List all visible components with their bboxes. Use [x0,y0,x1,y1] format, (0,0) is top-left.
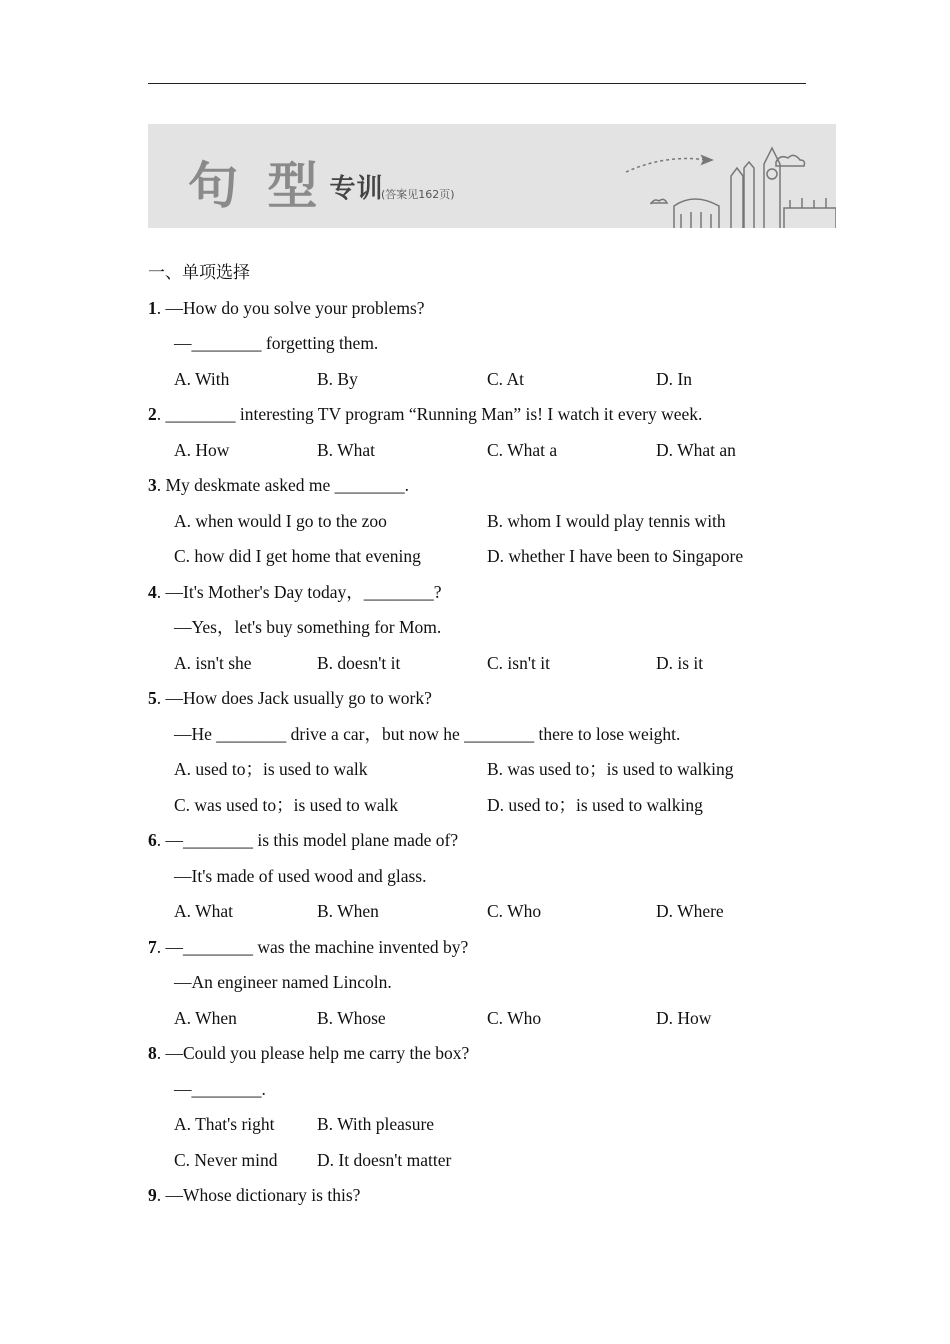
question-number: 2 [148,404,157,424]
option-d[interactable]: D. whether I have been to Singapore [487,546,744,566]
option-b[interactable]: B. whom I would play tennis with [487,511,726,531]
option-d[interactable]: D. Where [656,901,724,921]
option-c[interactable]: C. how did I get home that evening [174,546,421,566]
section-banner [148,124,836,228]
question-number: 3 [148,475,157,495]
banner-title-sub: 专训 [329,174,384,204]
question-7-answer-line: —An engineer named Lincoln. [174,972,392,992]
question-7 [148,936,468,958]
question-stem: . —________ was the machine invented by? [156,937,469,957]
question-2 [148,403,702,425]
option-c[interactable]: C. What a [487,440,558,460]
option-a[interactable]: A. How [174,440,230,460]
question-number: 9 [148,1185,157,1205]
option-c[interactable]: C. was used to；is used to walk [174,795,399,815]
option-d[interactable]: D. used to；is used to walking [487,795,703,815]
option-c[interactable]: C. Who [487,901,542,921]
option-b[interactable]: B. By [317,369,358,389]
option-a[interactable]: A. That's right [174,1114,275,1134]
question-number: 6 [148,830,157,850]
option-b[interactable]: B. With pleasure [317,1114,435,1134]
option-d[interactable]: D. It doesn't matter [317,1150,452,1170]
question-8-answer-line: —________. [174,1079,266,1099]
option-d[interactable]: D. In [656,369,692,389]
option-a[interactable]: A. What [174,901,233,921]
option-b[interactable]: B. doesn't it [317,653,401,673]
question-3 [148,474,409,496]
option-d[interactable]: D. How [656,1008,712,1028]
option-a[interactable]: A. used to；is used to walk [174,759,368,779]
question-5 [148,687,432,709]
question-number: 8 [148,1043,157,1063]
section-title: 一、单项选择 [148,263,250,283]
option-a[interactable]: A. When [174,1008,237,1028]
header-rule [148,83,806,84]
option-c[interactable]: C. isn't it [487,653,550,673]
question-number: 4 [148,582,157,602]
question-number: 5 [148,688,157,708]
option-d[interactable]: D. What an [656,440,736,460]
option-c[interactable]: C. At [487,369,524,389]
question-number: 1 [148,298,157,318]
option-b[interactable]: B. What [317,440,376,460]
question-stem: . —How do you solve your problems? [156,298,425,318]
option-b[interactable]: B. was used to；is used to walking [487,759,734,779]
question-6-answer-line: —It's made of used wood and glass. [174,866,427,886]
option-c[interactable]: C. Who [487,1008,542,1028]
question-6 [148,829,458,851]
question-stem: . —Could you please help me carry the box? [156,1043,470,1063]
banner-answer-note: (答案见162页) [381,188,455,201]
question-9 [148,1184,360,1206]
banner-title-main: 句 型 [188,157,324,215]
option-c[interactable]: C. Never mind [174,1150,278,1170]
option-a[interactable]: A. With [174,369,230,389]
question-stem: . —Whose dictionary is this? [156,1185,361,1205]
option-d[interactable]: D. is it [656,653,704,673]
banner-title [188,146,384,218]
option-a[interactable]: A. isn't she [174,653,252,673]
city-skyline-icon [606,124,836,228]
question-stem: . ________ interesting TV program “Running Man” is! I watch it every week. [156,404,703,424]
question-stem: . —How does Jack usually go to work? [156,688,432,708]
question-stem: . —________ is this model plane made of? [156,830,459,850]
question-5-answer-line: —He ________ drive a car，but now he ________ there to lose weight. [174,724,681,744]
question-stem: . —It's Mother's Day today，________? [156,582,442,602]
option-a[interactable]: A. when would I go to the zoo [174,511,387,531]
question-4 [148,581,442,603]
option-b[interactable]: B. Whose [317,1008,386,1028]
option-b[interactable]: B. When [317,901,379,921]
question-8 [148,1042,469,1064]
question-stem: . My deskmate asked me ________. [156,475,409,495]
question-4-answer-line: —Yes，let's buy something for Mom. [174,617,442,637]
question-1 [148,297,425,319]
question-1-answer-line: —________ forgetting them. [174,333,379,353]
question-number: 7 [148,937,157,957]
